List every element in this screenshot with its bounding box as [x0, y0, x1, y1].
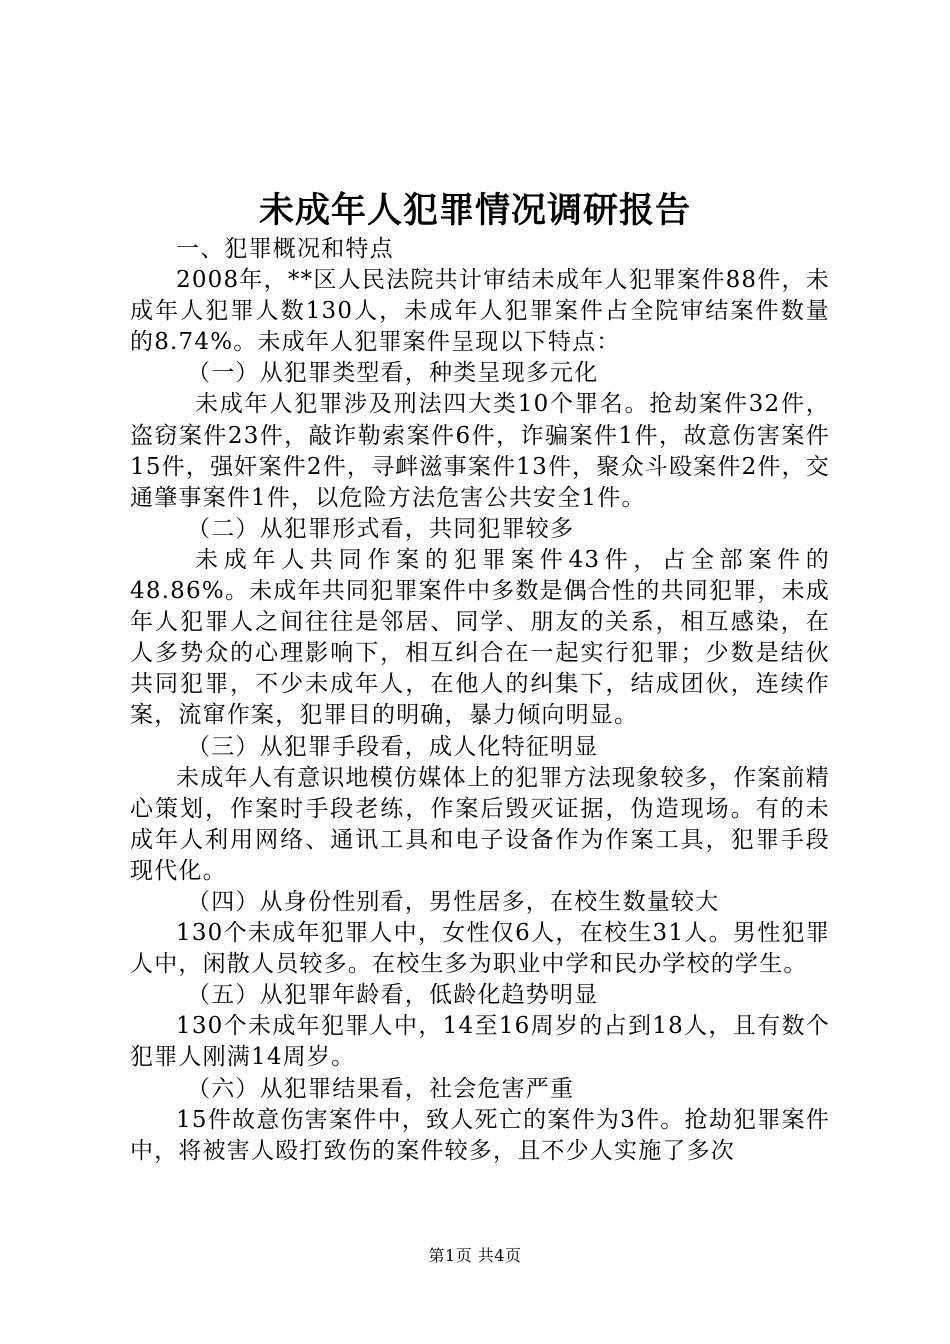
subsection-heading-6: （六）从犯罪结果看，社会危害严重	[187, 1075, 575, 1102]
subsection-heading-3: （三）从犯罪手段看，成人化特征明显	[187, 733, 599, 760]
subsection-paragraph-6: 15件故意伤害案件中，致人死亡的案件为3件。抢劫犯罪案件中，将被害人殴打致伤的案件较多，且不少人实施了多次	[130, 1106, 830, 1164]
subsection-heading-4: （四）从身份性别看，男性居多，在校生数量较大	[187, 888, 720, 915]
subsection-paragraph-1: 未成年人犯罪涉及刑法四大类10个罪名。抢劫案件32件，盗窃案件23件，敲诈勒索案件6件，诈骗案件1件，故意伤害案件15件，强奸案件2件，寻衅滋事案件13件，聚众斗殴案件2件，交通肇事案件1件，以危险方法危害公共安全1件。	[130, 391, 830, 511]
subsection-heading-2: （二）从犯罪形式看，共同犯罪较多	[187, 515, 575, 542]
section-heading: 一、犯罪概况和特点	[176, 236, 394, 262]
subsection-paragraph-2: 未成年人共同作案的犯罪案件43件，占全部案件的48.86%。未成年共同犯罪案件中多数是偶合性的共同犯罪，未成年人犯罪人之间往往是邻居、同学、朋友的关系，相互感染，在人多势众的心理影响下，相互纠合在一起实行犯罪；少数是结伙共同犯罪，不少未成年人，在他人的纠集下，结成团伙，连续作案，流窜作案，犯罪目的明确，暴力倾向明显。	[130, 546, 830, 729]
document-body	[130, 234, 830, 1167]
subsection-heading-5: （五）从犯罪年龄看，低龄化趋势明显	[187, 982, 599, 1009]
page-footer: 第1页 共4页	[428, 1246, 522, 1265]
subsection-paragraph-4: 130个未成年犯罪人中，女性仅6人，在校生31人。男性犯罪人中，闲散人员较多。在校生多为职业中学和民办学校的学生。	[130, 920, 830, 978]
document-title: 未成年人犯罪情况调研报告	[258, 190, 691, 231]
intro-paragraph: 2008年，**区人民法院共计审结未成年人犯罪案件88件，未成年人犯罪人数130人，未成年人犯罪案件占全院审结案件数量的8.74%。未成年人犯罪案件呈现以下特点：	[130, 267, 830, 356]
subsection-heading-1: （一）从犯罪类型看，种类呈现多元化	[187, 360, 599, 387]
subsection-paragraph-5: 130个未成年犯罪人中，14至16周岁的占到18人，且有数个犯罪人刚满14周岁。	[130, 1013, 830, 1071]
subsection-paragraph-3: 未成年人有意识地模仿媒体上的犯罪方法现象较多，作案前精心策划，作案时手段老练，作案后毁灭证据，伪造现场。有的未成年人利用网络、通讯工具和电子设备作为作案工具，犯罪手段现代化。	[130, 764, 830, 884]
